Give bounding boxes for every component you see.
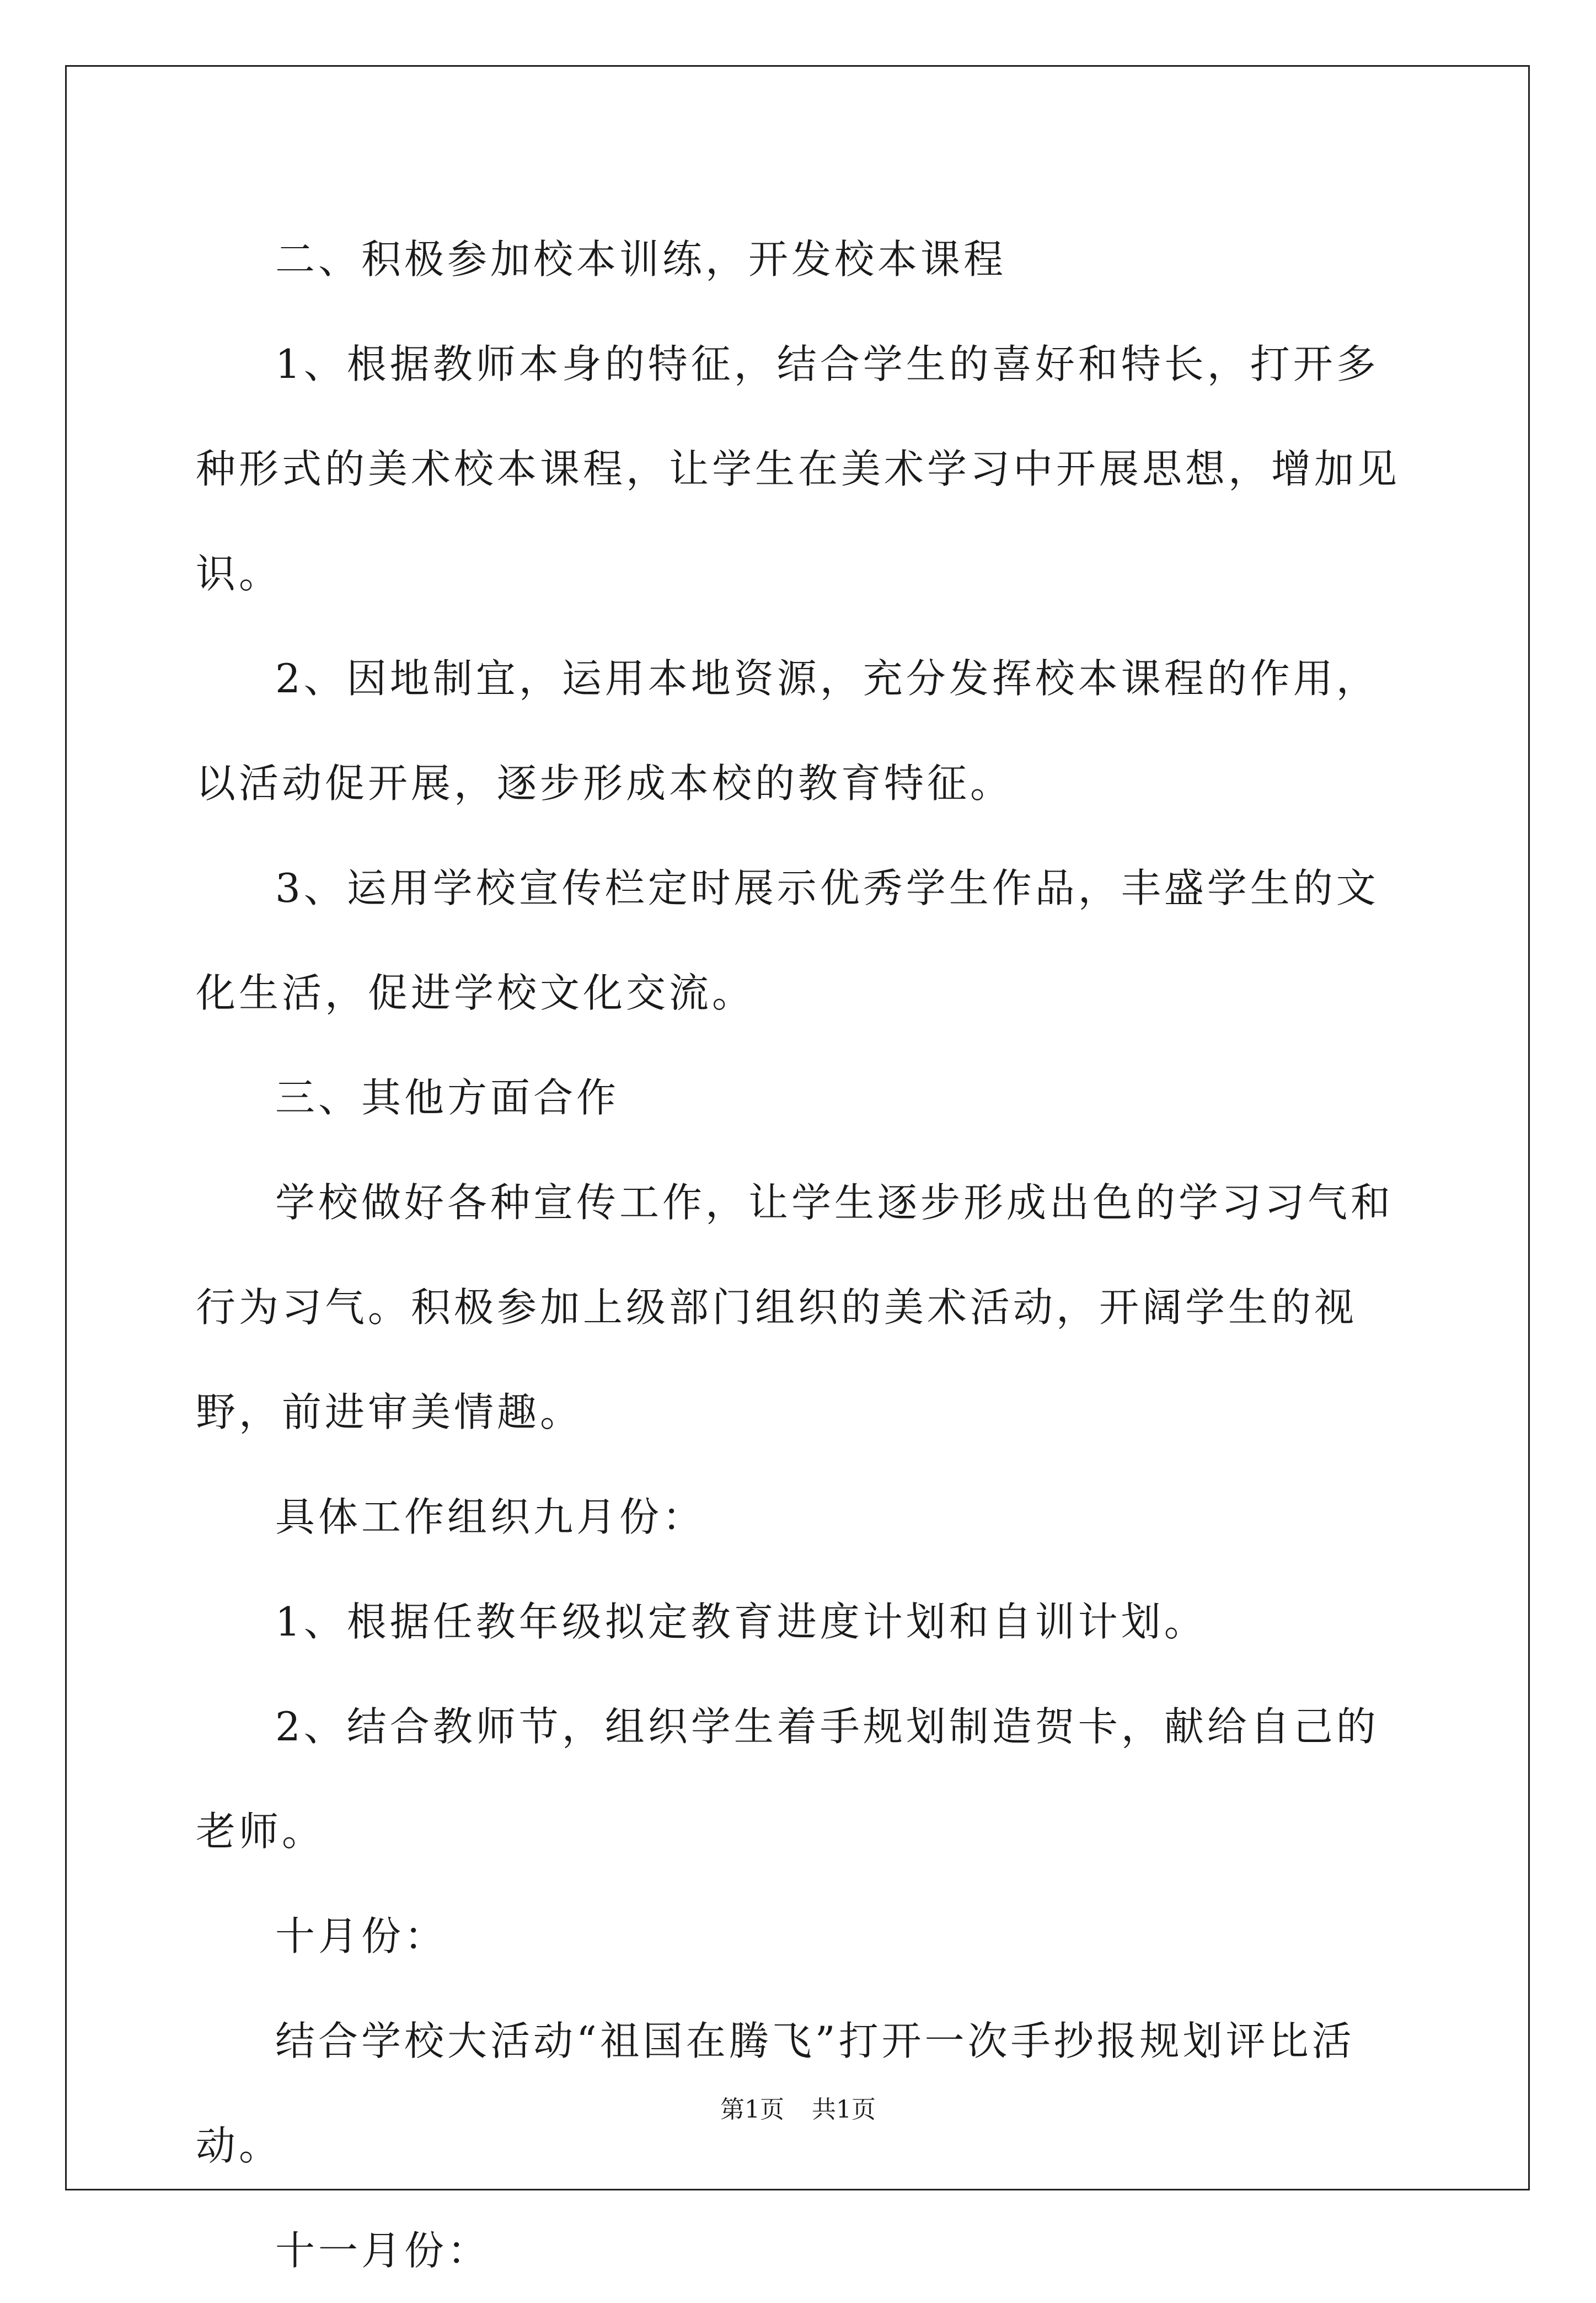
paragraph: 1、根据教师本身的特征，结合学生的喜好和特长，打开多种形式的美术校本课程，让学生在美术学习中开展思想，增加见识。 bbox=[196, 341, 1401, 597]
page-footer bbox=[0, 2093, 1596, 2126]
section-heading: 二、积极参加校本训练，开发校本课程 bbox=[275, 236, 1007, 282]
paragraph: 十一月份： bbox=[275, 2227, 491, 2274]
page-total: 共1页 bbox=[812, 2096, 876, 2124]
page-number: 第1页 bbox=[720, 2096, 784, 2124]
paragraph: 2、结合教师节，组织学生着手规划制造贺卡，献给自己的老师。 bbox=[196, 1703, 1379, 1855]
paragraph: 学校做好各种宣传工作，让学生逐步形成出色的学习习气和行为习气。积极参加上级部门组织的美术活动，开阔学生的视野，前进审美情趣。 bbox=[196, 1179, 1394, 1435]
paragraph: 结合学校大活动“祖国在腾飞”打开一次手抄报规划评比活动。 bbox=[196, 2018, 1355, 2169]
paragraph: 具体工作组织九月份： bbox=[275, 1494, 706, 1540]
document-body bbox=[196, 207, 1406, 2303]
paragraph: 2、因地制宜，运用本地资源，充分发挥校本课程的作用，以活动促开展，逐步形成本校的教育特征。 bbox=[196, 655, 1379, 806]
paragraph: 1、根据任教年级拟定教育进度计划和自训计划。 bbox=[275, 1599, 1207, 1645]
paragraph: 十月份： bbox=[275, 1913, 448, 1959]
paragraph: 3、运用学校宣传栏定时展示优秀学生作品，丰盛学生的文化生活，促进学校文化交流。 bbox=[196, 865, 1379, 1016]
section-heading: 三、其他方面合作 bbox=[275, 1075, 620, 1121]
